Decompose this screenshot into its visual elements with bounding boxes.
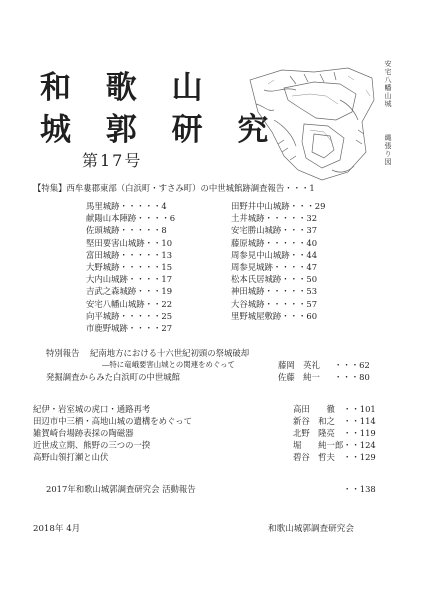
site-item: 吉武之森城跡・・・19 <box>86 286 173 297</box>
special-report-subtitle: ―特に竜峨要害山城との関連をめぐって <box>102 360 235 369</box>
special-report-title: 紀南地方における十六世紀初頭の祭城破却 <box>90 348 250 358</box>
article-title: 近世成立期、熊野の三つの一揆 <box>33 440 151 450</box>
article-author: 堀 純一郎 <box>293 440 344 450</box>
figure-caption-sub: 縄張り図 <box>384 134 392 166</box>
site-item: 神田城跡・・・・・53 <box>231 286 318 297</box>
excavation-report-author: 佐藤 純一 <box>278 372 320 382</box>
site-item: 佐頭城跡・・・・・8 <box>86 225 167 236</box>
site-item: 周参見城跡・・・・47 <box>231 261 318 272</box>
site-item: 土井城跡・・・・・32 <box>231 213 318 224</box>
activity-report-title: 2017年和歌山城郭調査研究会 活動報告 <box>46 484 196 494</box>
publication-date: 2018年 4月 <box>33 524 81 534</box>
site-item: 献陽山本陣跡・・・・6 <box>86 213 176 224</box>
special-report-author: 藤岡 英礼 <box>278 360 320 370</box>
excavation-report-page: ・・・80 <box>334 372 370 382</box>
excavation-report-title: 発掘調査からみた白浜町の中世城館 <box>46 372 180 382</box>
article-title: 高野山領打瀬と山伏 <box>33 452 109 462</box>
article-page: ・・124 <box>343 440 376 450</box>
site-item: 安宅八幡山城跡・・22 <box>86 298 173 309</box>
special-report-label: 特別報告 <box>46 348 80 358</box>
article-page: ・・101 <box>343 404 376 414</box>
site-item: 堅田要害山城跡・・10 <box>86 237 173 248</box>
site-item: 馬里城跡・・・・・4 <box>86 201 167 211</box>
site-item: 里野城屋敷跡・・・60 <box>231 310 318 321</box>
article-title: 雑賀崎台場跡表採の陶磁器 <box>33 428 134 438</box>
site-item: 周参見中山城跡・・44 <box>231 249 318 260</box>
castle-map-sketch <box>244 60 380 185</box>
activity-report-page: ・・138 <box>343 484 376 494</box>
figure-caption: 安宅八幡山城 <box>384 60 392 108</box>
feature-heading: 【特集】西牟婁郡東部（白浜町・すさみ町）の中世城館跡調査報告・・・1 <box>33 183 315 193</box>
site-item: 向平城跡・・・・・25 <box>86 310 173 321</box>
site-item: 松本氏居城跡・・・50 <box>231 274 318 285</box>
site-item: 富田城跡・・・・・13 <box>86 249 173 260</box>
article-author: 北野 隆亮 <box>293 428 335 438</box>
site-item: 大谷城跡・・・・・57 <box>231 298 318 309</box>
site-list-right <box>231 200 325 322</box>
article-page: ・・129 <box>343 452 376 462</box>
site-item: 大野城跡・・・・・15 <box>86 261 173 272</box>
site-item: 安宅勝山城跡・・・37 <box>231 225 318 236</box>
article-author: 高田 徹 <box>293 404 335 414</box>
site-list-left <box>86 200 175 334</box>
special-report-page: ・・・62 <box>334 360 370 370</box>
article-page: ・・114 <box>343 416 376 426</box>
journal-title-line2: 城 郭 研 究 <box>40 112 281 148</box>
site-item: 藤原城跡・・・・・40 <box>231 237 318 248</box>
issue-number: 第17号 <box>82 151 143 170</box>
site-item: 大内山城跡・・・・17 <box>86 274 173 285</box>
publisher-name: 和歌山城郭調査研究会 <box>268 524 354 534</box>
article-title: 紀伊・岩室城の虎口・通路再考 <box>33 404 151 414</box>
castle-map-drawing <box>244 60 380 185</box>
site-item: 市鹿野城跡・・・・27 <box>86 322 173 333</box>
article-page: ・・119 <box>343 428 376 438</box>
journal-title-line1: 和 歌 山 <box>40 70 215 106</box>
site-item: 田野井中山城跡・・・29 <box>231 201 326 211</box>
article-author: 碧谷 哲夫 <box>293 452 335 462</box>
article-title: 田辺市中三栖・高地山城の遺構をめぐって <box>33 416 192 426</box>
article-author: 新谷 和之 <box>293 416 335 426</box>
